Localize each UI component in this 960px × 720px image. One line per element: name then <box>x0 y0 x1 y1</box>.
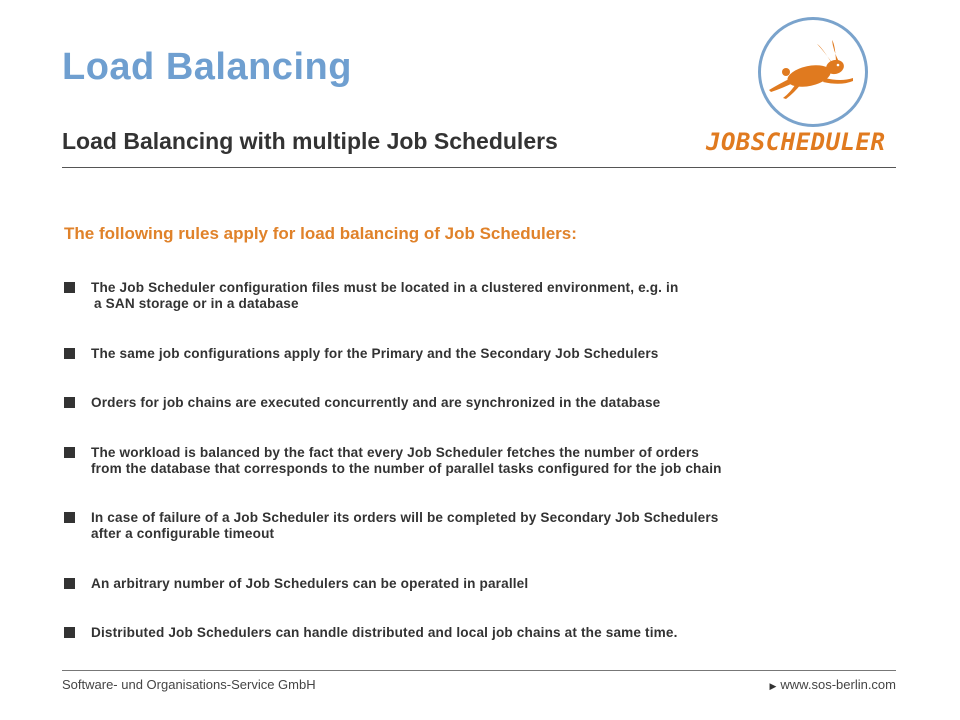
logo-wordmark <box>706 128 906 158</box>
rabbit-icon <box>761 20 865 124</box>
list-item-line1: The workload is balanced by the fact that every Job Scheduler fetches the number of orders <box>91 445 700 460</box>
page-subtitle: Load Balancing with multiple Job Schedulers <box>62 128 558 154</box>
list-item <box>64 576 844 592</box>
list-item <box>64 510 844 542</box>
header-divider <box>62 167 896 168</box>
list-item-line2: a SAN storage or in a database <box>94 296 299 311</box>
list-item-line2: after a configurable timeout <box>91 526 275 541</box>
website-text: www.sos-berlin.com <box>780 677 896 692</box>
logo-emblem <box>758 17 868 127</box>
list-item <box>64 280 844 312</box>
logo-text-job: JOB <box>706 128 751 156</box>
list-item-line1: The Job Scheduler configuration files must be located in a clustered environment, e.g. in <box>91 280 679 295</box>
footer-divider <box>62 670 896 671</box>
page-title: Load Balancing <box>62 46 352 88</box>
list-item-line1: Orders for job chains are executed concurrently and are synchronized in the database <box>91 395 661 410</box>
footer-website-link[interactable] <box>769 677 896 692</box>
bullet-square-icon <box>64 627 75 638</box>
bullet-square-icon <box>64 348 75 359</box>
list-item-line1: An arbitrary number of Job Schedulers can be operated in parallel <box>91 576 529 591</box>
list-item-line1: In case of failure of a Job Scheduler its orders will be completed by Secondary Job Schedulers <box>91 510 719 525</box>
list-item <box>64 445 844 477</box>
list-item <box>64 625 844 641</box>
logo-text-scheduler: SCHEDULER <box>750 128 886 156</box>
list-item-line1: The same job configurations apply for the Primary and the Secondary Job Schedulers <box>91 346 659 361</box>
list-item <box>64 395 844 411</box>
triangle-right-icon: ▶ <box>769 681 777 691</box>
intro-heading: The following rules apply for load balancing of Job Schedulers: <box>64 224 577 243</box>
bullet-square-icon <box>64 578 75 589</box>
bullet-square-icon <box>64 512 75 523</box>
list-item-line1: Distributed Job Schedulers can handle distributed and local job chains at the same time. <box>91 625 678 640</box>
bullet-square-icon <box>64 282 75 293</box>
list-item-line2: from the database that corresponds to the number of parallel tasks configured for the job chain <box>91 461 722 476</box>
bullet-square-icon <box>64 397 75 408</box>
list-item <box>64 346 844 362</box>
footer-company: Software- und Organisations-Service GmbH <box>62 677 316 692</box>
bullet-square-icon <box>64 447 75 458</box>
